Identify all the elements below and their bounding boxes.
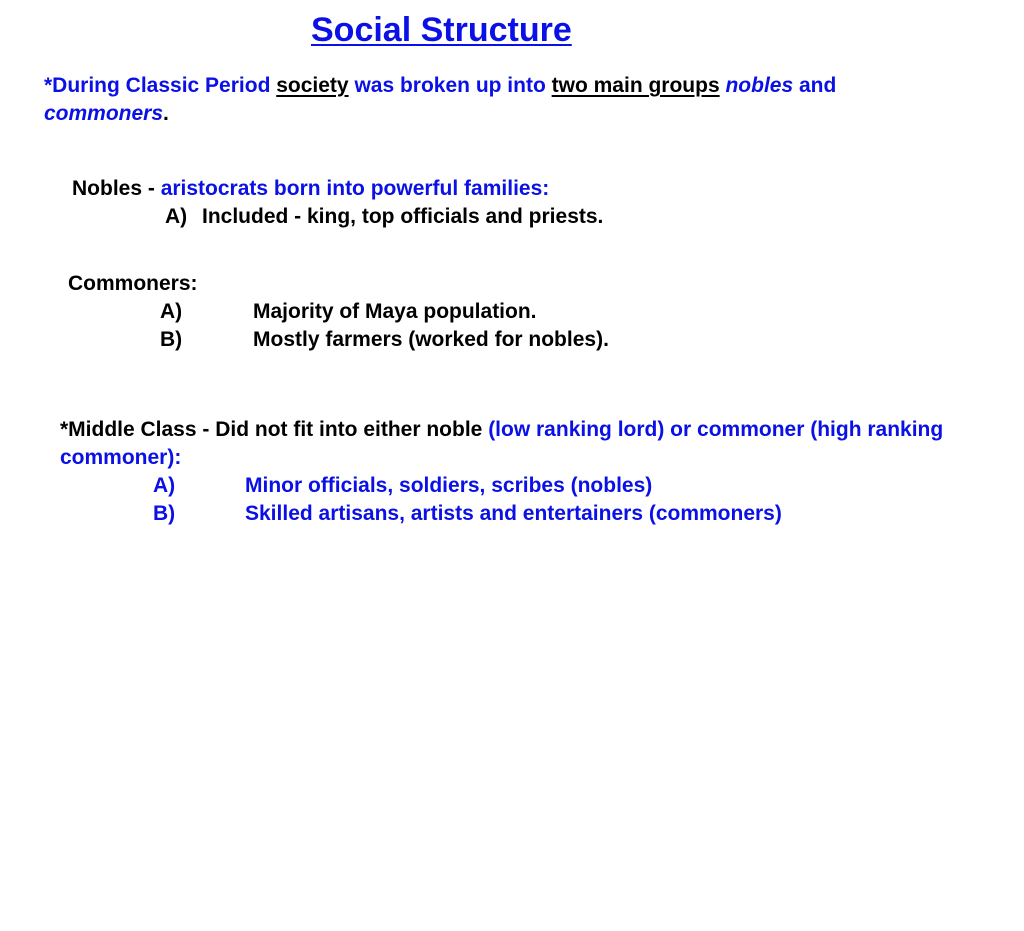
intro-society: society [276,74,349,97]
middle-class-label: *Middle Class - Did not fit into either noble [60,418,489,441]
list-marker: A) [165,205,188,228]
list-marker: B) [160,328,183,351]
intro-period: . [163,102,169,125]
page-title: Social Structure [311,11,572,49]
middle-class-desc: (low ranking lord) or commoner (high ranking commoner): [60,418,944,469]
intro-nobles: nobles [725,74,794,97]
list-item-text: Majority of Maya population. [253,300,537,323]
intro-groups: two main groups [551,74,720,97]
list-item-text: Skilled artisans, artists and entertainers (commoners) [245,502,782,525]
list-marker: A) [160,300,183,323]
list-marker: B) [153,502,176,525]
list-marker: A) [153,474,176,497]
middle-class-paragraph [60,416,970,472]
commoners-item-a [160,298,537,326]
list-item-text: Included - king, top officials and priests. [202,205,604,228]
intro-text-4: and [793,74,837,97]
list-item-text: Minor officials, soldiers, scribes (nobles) [245,474,653,497]
nobles-item-a [165,203,603,231]
intro-paragraph [44,72,964,128]
list-item-text: Mostly farmers (worked for nobles). [253,328,609,351]
intro-text-1: *During Classic Period [44,74,277,97]
middle-class-item-b [153,500,782,528]
nobles-desc: aristocrats born into powerful families: [160,177,550,200]
commoners-item-b [160,326,609,354]
nobles-heading [72,175,549,203]
nobles-label: Nobles - [72,177,161,200]
intro-commoners: commoners [44,102,164,125]
intro-text-2: was broken up into [348,74,552,97]
middle-class-item-a [153,472,652,500]
commoners-heading: Commoners: [68,272,198,295]
